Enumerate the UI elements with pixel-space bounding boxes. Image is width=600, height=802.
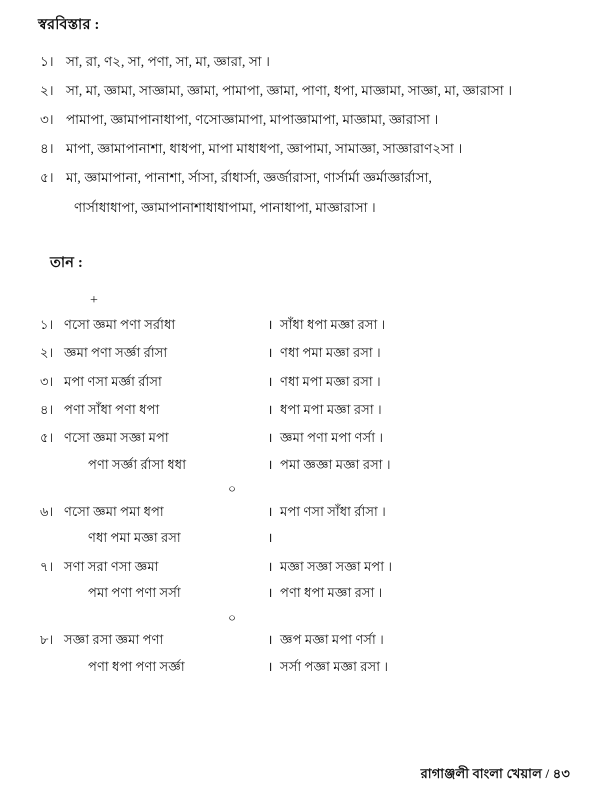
notation-line <box>64 657 572 677</box>
notation-line <box>64 372 572 392</box>
item-body <box>64 502 572 549</box>
item-body <box>64 372 572 392</box>
notation-left: মপা ণসা মর্জ্ঞা র্রাসা <box>64 373 162 389</box>
bar-separator: । <box>267 430 273 446</box>
item-body <box>64 557 572 604</box>
list-item <box>32 557 572 604</box>
list-item <box>32 343 572 363</box>
notation-right: পণা ধপা মজ্ঞা রসা । <box>280 585 383 601</box>
notation-right: পমা জ্ঞজ্ঞা মজ্ঞা রসা । <box>280 456 391 472</box>
item-body <box>64 428 572 475</box>
item-number: ৩। <box>40 112 54 128</box>
sam-mark: ০ <box>228 482 237 497</box>
notation-right: সর্সা পজ্ঞা মজ্ঞা রসা । <box>280 658 389 674</box>
list-item <box>32 400 572 420</box>
item-number: ৫। <box>40 430 54 446</box>
item-text-continuation: ণার্সাধাধাপা, জ্ঞামাপানাশাধাধাপামা, পানাধাপা, মাজ্ঞারাসা । <box>74 199 376 215</box>
notation-right: মজ্ঞা সজ্ঞা সজ্ঞা মপা । <box>280 558 393 574</box>
sam-mark: ০ <box>228 610 237 625</box>
item-number: ১। <box>40 54 54 69</box>
bar-separator: । <box>267 373 273 389</box>
list-item <box>32 315 572 335</box>
notation-left: ণসো জ্ঞমা সজ্ঞা মপা <box>64 430 169 446</box>
list-item <box>32 502 572 549</box>
notation-left: সজ্ঞা রসা জ্ঞমা পণা <box>64 632 164 648</box>
notation-line <box>64 502 572 522</box>
notation-line <box>64 630 572 650</box>
bar-separator: । <box>267 345 273 361</box>
list-item <box>32 52 572 72</box>
bar-separator: । <box>267 503 273 519</box>
swarabistar-heading: স্বরবিস্তার : <box>38 17 100 33</box>
notation-left: ণধা পমা মজ্ঞা রসা <box>88 530 181 546</box>
bar-separator: । <box>267 658 273 674</box>
list-item <box>32 372 572 392</box>
notation-left: সণা সরা ণসা জ্ঞমা <box>64 558 159 574</box>
notation-line <box>64 528 572 548</box>
item-text: সা, মা, জ্ঞামা, সাজ্ঞামা, জ্ঞামা, পামাপা, জ্ঞামা, পাণা, ধপা, মাজ্ঞামা, সাজ্ঞা, মা, জ্ঞারাসা । <box>66 83 513 99</box>
notation-left: ণসো জ্ঞমা পণা সর্রাধা <box>64 316 176 332</box>
item-text: মাপা, জ্ঞামাপানাশা, ধাধপা, মাপা মাধাধপা, জ্ঞাপামা, সামাজ্ঞা, সাজ্ঞারাণ২সা । <box>66 141 463 157</box>
swarabistar-list <box>28 52 572 218</box>
bar-separator: । <box>267 530 273 546</box>
list-item <box>32 139 572 159</box>
notation-right: সাঁধা ধপা মজ্ঞা রসা । <box>280 316 386 332</box>
notation-line <box>64 428 572 448</box>
bar-separator: । <box>267 632 273 648</box>
item-number: ১। <box>40 316 54 332</box>
notation-left: পণা সর্জ্ঞা র্রাসা ধধা <box>88 456 187 472</box>
item-number: ২। <box>40 345 54 361</box>
item-text: পামাপা, জ্ঞামাপানাধাপা, ণসোজ্ঞামাপা, মাপাজ্ঞামাপা, মাজ্ঞামা, জ্ঞারাসা । <box>66 112 439 128</box>
item-text: মা, জ্ঞামাপানা, পানাশা, র্সাসা, র্রাধার্সা, জ্ঞর্জারাসা, ণার্সার্মা জ্ঞর্মাজ্ঞার্রাসা, <box>66 170 432 186</box>
bar-separator: । <box>267 585 273 601</box>
notation-line <box>64 315 572 335</box>
notation-left: ণসো জ্ঞমা পমা ধপা <box>64 503 164 519</box>
list-item <box>32 110 572 130</box>
item-number: ৭। <box>40 558 54 574</box>
notation-right: ণধা পমা মজ্ঞা রসা । <box>280 345 381 361</box>
list-item <box>32 630 572 677</box>
notation-left: জ্ঞমা পণা সর্জ্ঞা র্রাসা <box>64 345 168 361</box>
notation-line <box>64 400 572 420</box>
item-number: ৪। <box>40 402 54 418</box>
tan-heading: তান : <box>50 254 83 271</box>
list-item <box>32 428 572 475</box>
notation-right: মপা ণসা সাঁধা র্রাসা । <box>280 503 386 519</box>
item-number: ৩। <box>40 373 54 389</box>
item-text: সা, রা, ণ২, সা, পণা, সা, মা, জ্ঞারা, সা । <box>66 54 271 69</box>
tan-list <box>28 315 572 677</box>
item-body <box>64 315 572 335</box>
list-item <box>32 81 572 101</box>
item-number: ৫। <box>40 170 54 186</box>
notation-right: জ্ঞমা পণা মপা ণর্সা । <box>280 430 384 446</box>
bar-separator: । <box>267 402 273 418</box>
notation-left: পণা ধপা পণা সর্জ্ঞা <box>88 658 185 674</box>
item-number: ৮। <box>40 632 54 648</box>
notation-right: ণধা মপা মজ্ঞা রসা । <box>280 373 381 389</box>
bar-separator: । <box>267 456 273 472</box>
notation-right: জ্ঞপ মজ্ঞা মপা ণর্সা । <box>280 632 384 648</box>
notation-left: পমা পণা পণা সর্সা <box>88 585 181 601</box>
notation-line <box>64 343 572 363</box>
bar-separator: । <box>267 316 273 332</box>
list-item <box>32 168 572 188</box>
notation-left: পণা সাঁধা পণা ধপা <box>64 402 160 418</box>
notation-right: ধপা মপা মজ্ঞা রসা । <box>280 402 382 418</box>
notation-line <box>64 557 572 577</box>
notation-line <box>64 455 572 475</box>
plus-mark: + <box>90 292 98 308</box>
item-number: ৪। <box>40 141 54 157</box>
item-number: ২। <box>40 83 54 99</box>
page-footer: রাগাঞ্জলী বাংলা খেয়াল / ৪৩ <box>420 766 570 781</box>
item-number: ৬। <box>40 503 54 519</box>
item-body <box>64 343 572 363</box>
item-body <box>64 630 572 677</box>
item-body <box>64 400 572 420</box>
notation-line <box>64 583 572 603</box>
bar-separator: । <box>267 558 273 574</box>
